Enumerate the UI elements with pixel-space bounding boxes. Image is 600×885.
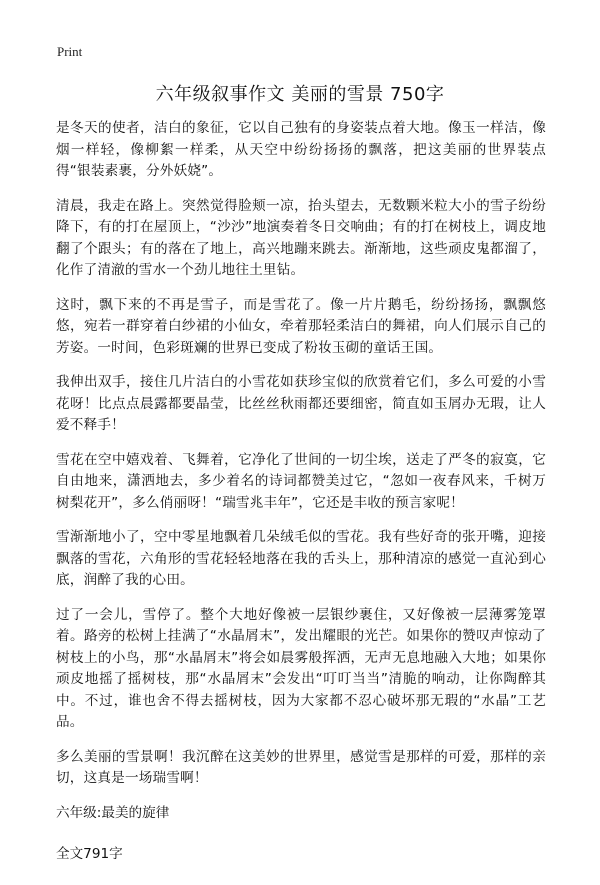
paragraph-1: 是冬天的使者，洁白的象征，它以自己独有的身姿装点着大地。像玉一样洁，像烟一样轻，像柳絮一样柔，从天空中纷纷扬扬的飘落，把这美丽的世界装点得“银装素裹，分外妖娆”。 [56,120,546,179]
article-title: 六年级叙事作文 美丽的雪景 750字 [155,84,445,105]
word-count: 全文791字 [56,845,123,862]
paragraph-2: 清晨，我走在路上。突然觉得脸颊一凉，抬头望去，无数颗米粒大小的雪子纷纷降下，有的打在屋顶上，“沙沙”地演奏着冬日交响曲；有的打在树枝上，调皮地翻了个跟头；有的落在了地上，高兴地蹦来跳去。渐渐地，这些顽皮鬼都溜了，化作了清澈的雪水一个劲儿地往土里钻。 [56,197,546,278]
paragraph-5: 雪花在空中嬉戏着、飞舞着，它净化了世间的一切尘埃，送走了严冬的寂寞，它自由地来，潇洒地去，多少着名的诗词都赞美过它，“忽如一夜春风来，千树万树梨花开”，多么俏丽呀！“瑞雪兆丰年”，它还是丰收的预言家呢！ [56,451,546,511]
paragraph-8: 多么美丽的雪景啊！我沉醉在这美妙的世界里，感觉雪是那样的可爱，那样的亲切，这真是一场瑞雪啊！ [56,748,546,786]
paragraph-3: 这时，飘下来的不再是雪子，而是雪花了。像一片片鹅毛，纷纷扬扬，飘飘悠悠，宛若一群穿着白纱裙的小仙女，牵着那轻柔洁白的舞裙，向人们展示自己的芳姿。一时间，色彩斑斓的世界已变成了粉妆玉砌的童话王国。 [56,296,546,356]
paragraph-7: 过了一会儿，雪停了。整个大地好像被一层银纱裹住，又好像被一层薄雾笼罩着。路旁的松树上挂满了“水晶屑末”，发出耀眼的光芒。如果你的赞叹声惊动了树枝上的小鸟，那“水晶屑末”将会如晨雾般挥洒，无声无息地融入大地；如果你顽皮地摇了摇树枝，那“水晶屑末”会发出“叮叮当当”清脆的响动，让你陶醉其中。不过，谁也舍不得去摇树枝，因为大家都不忍心破坏那无瑕的“水晶”工艺品。 [56,606,546,730]
article-body [56,118,546,885]
related-article-link[interactable]: 六年级:最美的旋律 [56,804,170,821]
paragraph-4: 我伸出双手，接住几片洁白的小雪花如获珍宝似的欣赏着它们，多么可爱的小雪花呀！比点点晨露都要晶莹，比丝丝秋雨都还要细密，简直如玉屑办无瑕，让人爱不释手！ [56,374,546,433]
paragraph-6: 雪渐渐地小了，空中零星地飘着几朵绒毛似的雪花。我有些好奇的张开嘴，迎接飘落的雪花，六角形的雪花轻轻地落在我的舌头上，那种清凉的感觉一直沁到心底，润醉了我的心田。 [56,529,546,588]
print-link[interactable]: Print [57,44,83,59]
